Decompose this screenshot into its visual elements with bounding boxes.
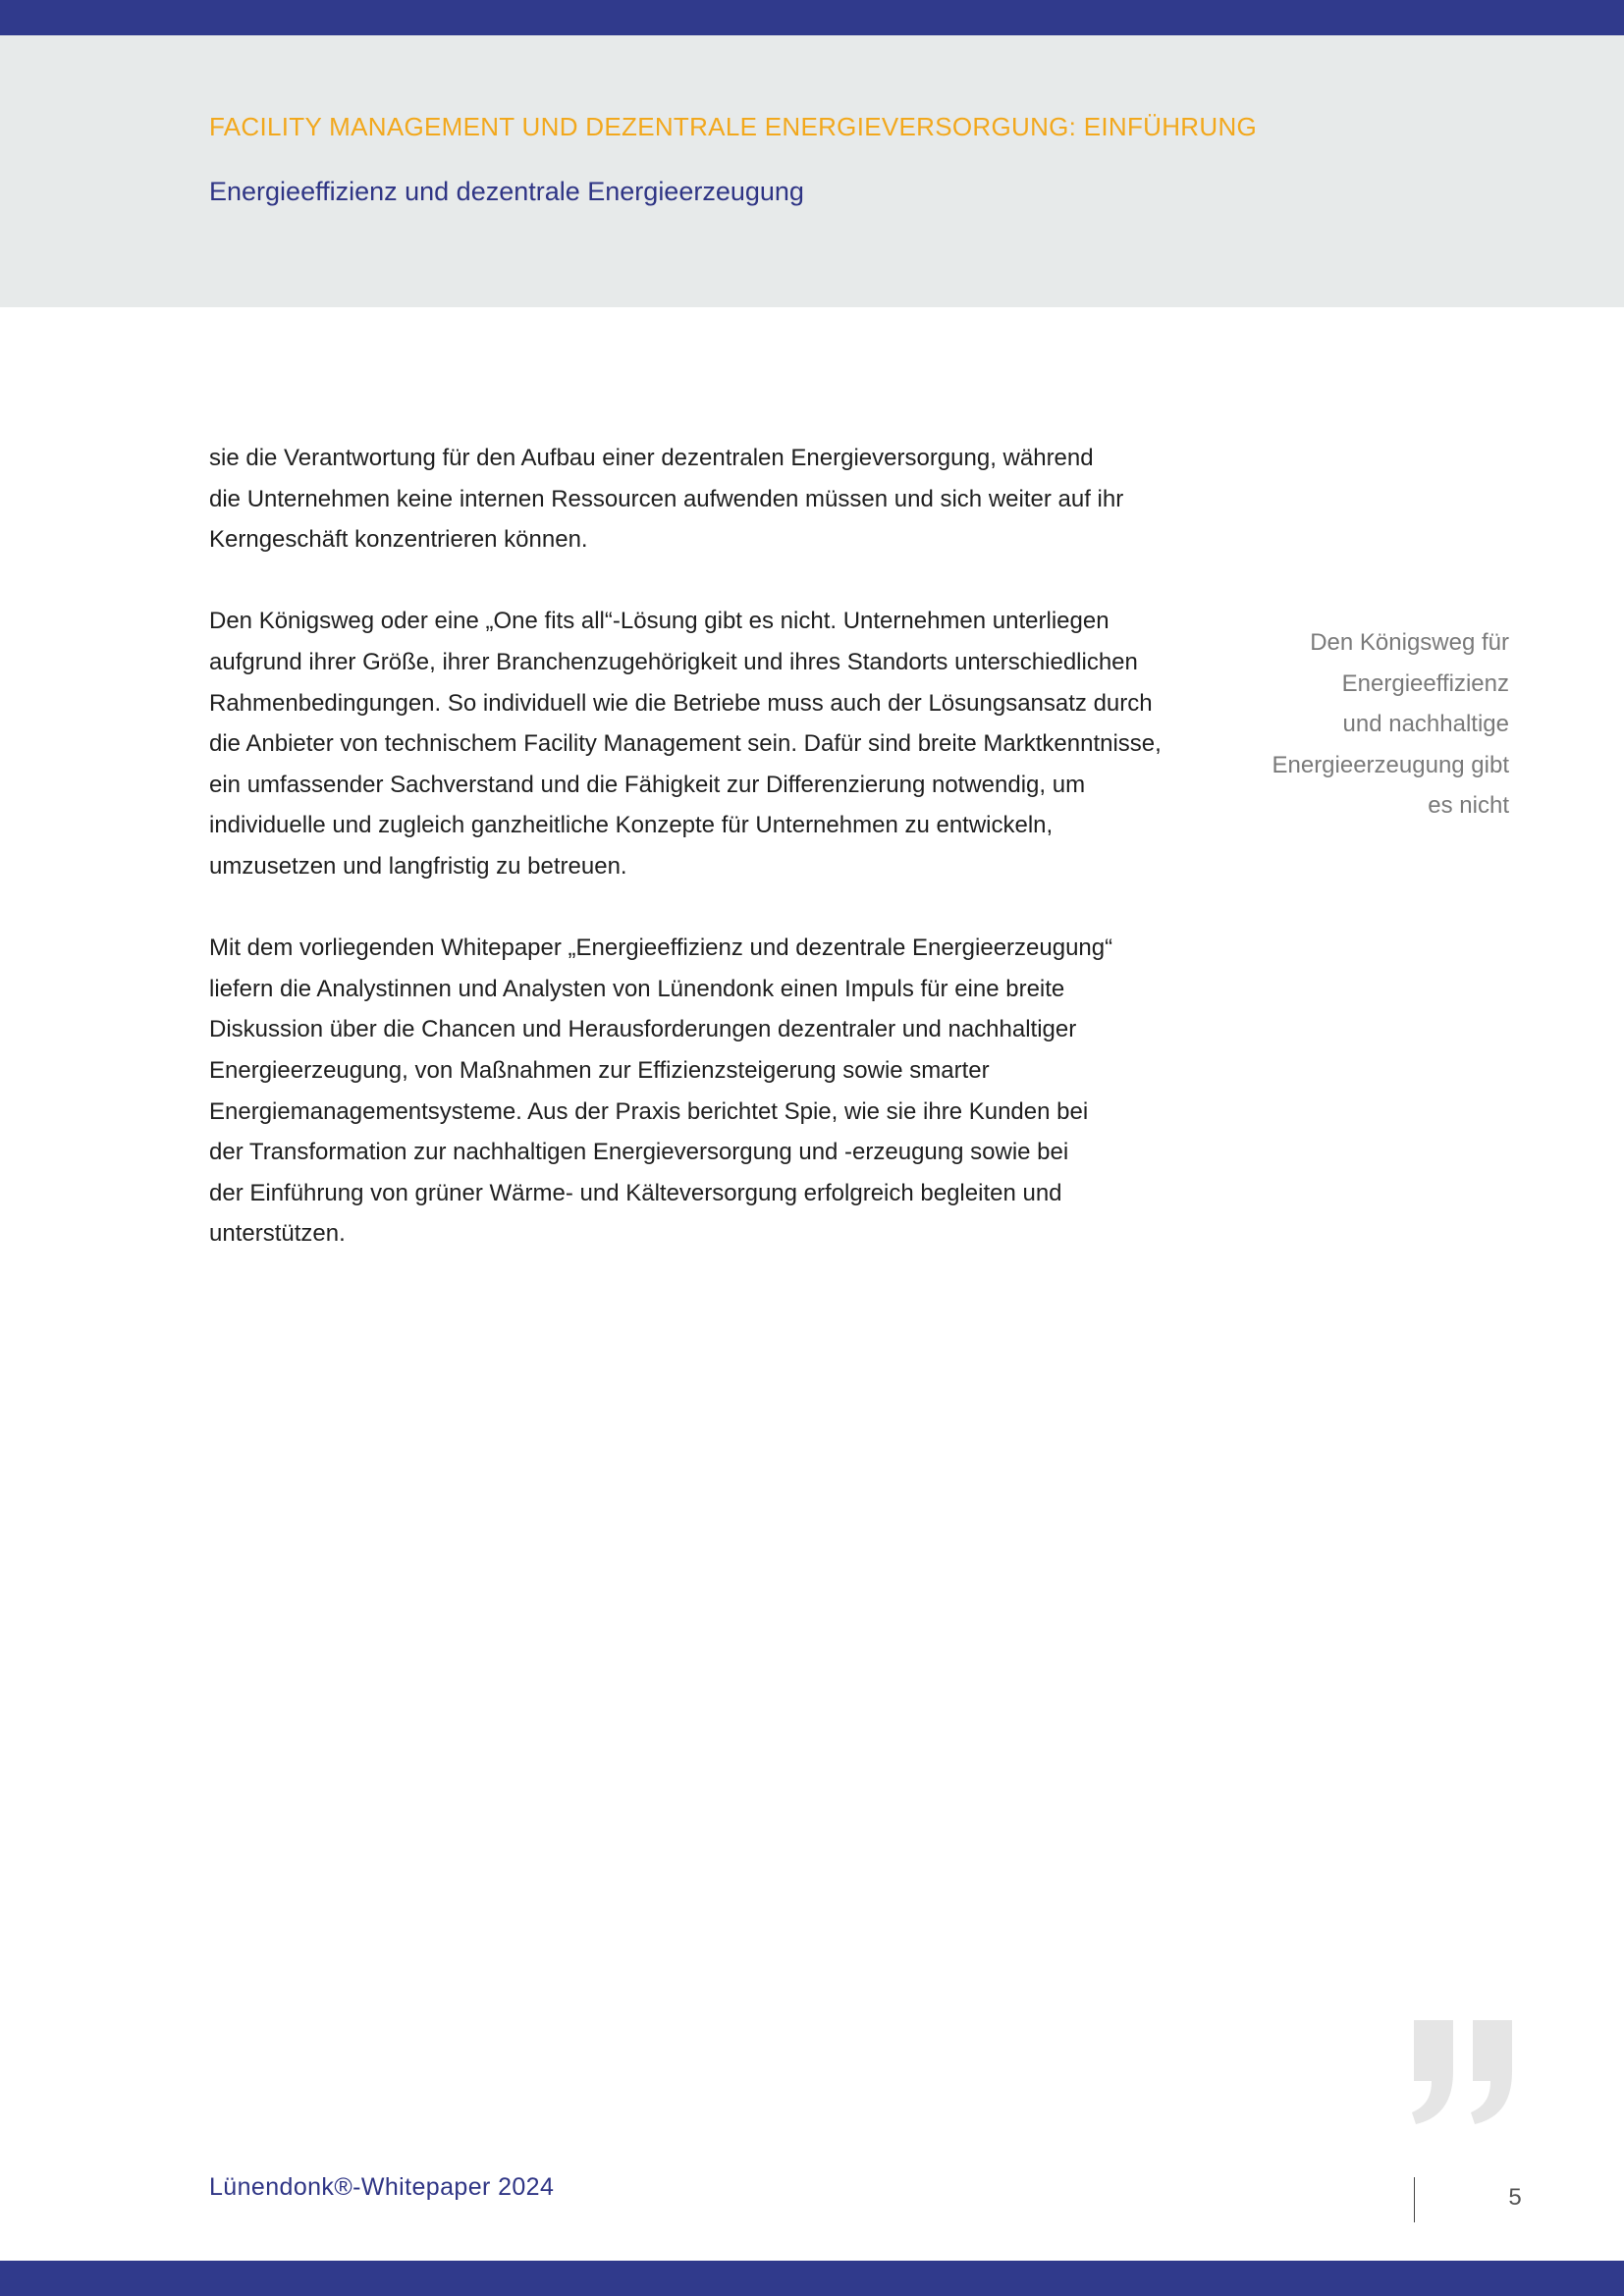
- text-line: ein umfassender Sachverstand und die Fähigkeit zur Differenzierung notwendig, um: [209, 771, 1086, 798]
- pull-quote: [1195, 622, 1509, 827]
- text-line: Energiemanagementsysteme. Aus der Praxis berichtet Spie, wie sie ihre Kunden bei: [209, 1097, 1089, 1125]
- text-line: umzusetzen und langfristig zu betreuen.: [209, 852, 627, 880]
- text-line: die Anbieter von technischem Facility Management sein. Dafür sind breite Marktkenntnisse,: [209, 730, 1162, 758]
- text-line: die Unternehmen keine internen Ressourcen aufwenden müssen und sich weiter auf ihr: [209, 485, 1124, 512]
- text-line: der Einführung von grüner Wärme- und Kälteversorgung erfolgreich begleiten und: [209, 1179, 1062, 1206]
- pull-quote-line: Den Königsweg für: [1310, 629, 1509, 656]
- paragraph: [209, 601, 1191, 886]
- paragraph: [209, 438, 1191, 561]
- body-text: [209, 438, 1191, 1295]
- text-line: aufgrund ihrer Größe, ihrer Branchenzugehörigkeit und ihres Standorts unterschiedlichen: [209, 648, 1138, 675]
- pull-quote-line: und nachhaltige: [1342, 711, 1509, 738]
- text-line: Kerngeschäft konzentrieren können.: [209, 526, 588, 554]
- pull-quote-line: Energieeffizienz: [1341, 669, 1509, 697]
- text-line: Den Königsweg oder eine „One fits all“-Lösung gibt es nicht. Unternehmen unterliegen: [209, 608, 1110, 635]
- footer-divider: [1414, 2177, 1415, 2222]
- bottom-accent-bar: [0, 2261, 1624, 2296]
- header-band: [0, 35, 1624, 307]
- text-line: Mit dem vorliegenden Whitepaper „Energieeffizienz und dezentrale Energieerzeugung“: [209, 934, 1113, 962]
- page-subtitle: Energieeffizienz und dezentrale Energieerzeugung: [209, 177, 804, 206]
- closing-quote-icon: [1410, 2020, 1528, 2128]
- footer-brand: Lünendonk®-Whitepaper 2024: [209, 2173, 555, 2201]
- paragraph: [209, 928, 1191, 1255]
- text-line: unterstützen.: [209, 1220, 346, 1248]
- top-accent-bar: [0, 0, 1624, 35]
- section-kicker: FACILITY MANAGEMENT UND DEZENTRALE ENERGIEVERSORGUNG: EINFÜHRUNG: [209, 112, 1258, 141]
- text-line: der Transformation zur nachhaltigen Energieversorgung und -erzeugung sowie bei: [209, 1139, 1069, 1166]
- page-number: 5: [1508, 2184, 1522, 2211]
- text-line: Rahmenbedingungen. So individuell wie die Betriebe muss auch der Lösungsansatz durch: [209, 689, 1153, 717]
- text-line: Energieerzeugung, von Maßnahmen zur Effizienzsteigerung sowie smarter: [209, 1056, 990, 1084]
- text-line: sie die Verantwortung für den Aufbau einer dezentralen Energieversorgung, während: [209, 445, 1094, 471]
- text-line: individuelle und zugleich ganzheitliche Konzepte für Unternehmen zu entwickeln,: [209, 812, 1054, 839]
- text-line: liefern die Analystinnen und Analysten von Lünendonk einen Impuls für eine breite: [209, 975, 1065, 1002]
- text-line: Diskussion über die Chancen und Herausforderungen dezentraler und nachhaltiger: [209, 1016, 1077, 1043]
- pull-quote-line: Energieerzeugung gibt: [1272, 751, 1509, 778]
- pull-quote-line: es nicht: [1428, 792, 1509, 820]
